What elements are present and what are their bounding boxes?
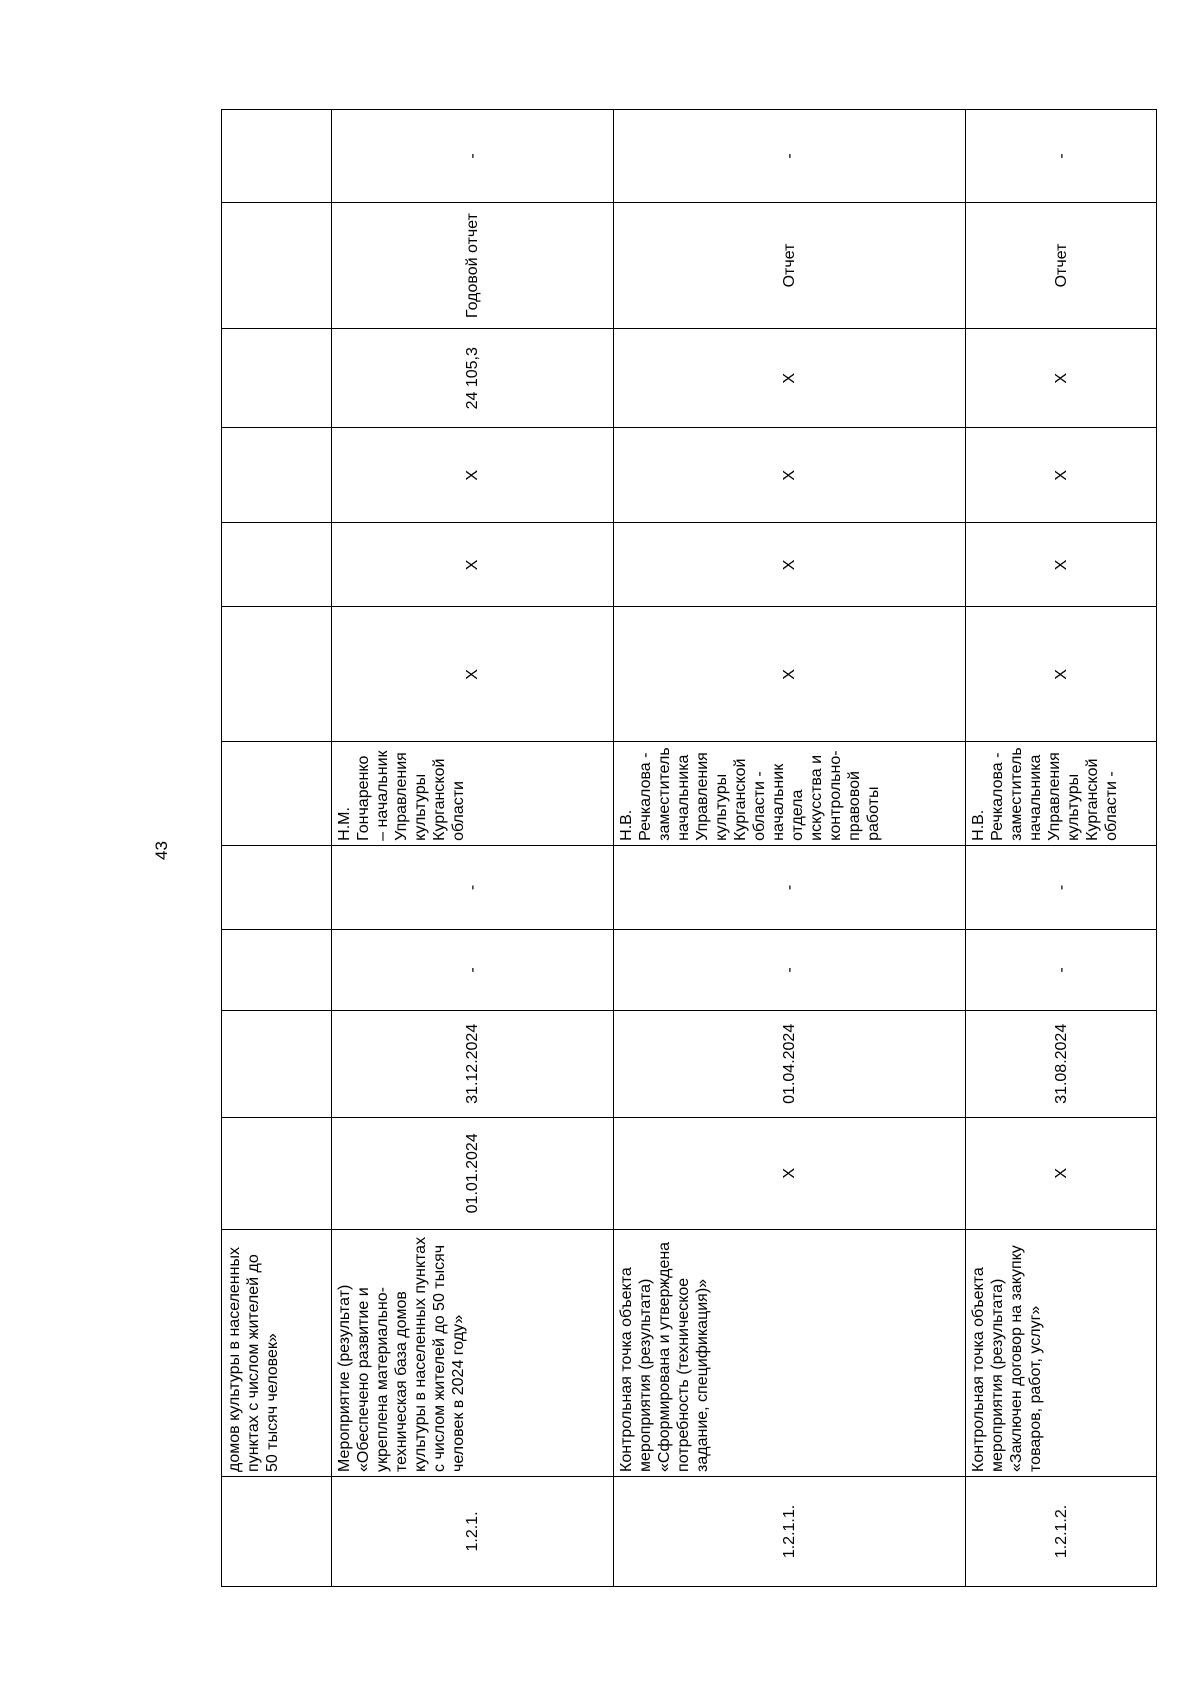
- table-row: [966, 110, 1157, 1587]
- cell-start-date: Х: [966, 1117, 1157, 1229]
- cell-document: Отчет: [614, 202, 966, 328]
- cell-last: -: [966, 110, 1157, 203]
- cell-document: Отчет: [966, 202, 1157, 328]
- cell-col8: Х: [332, 607, 614, 742]
- cell-start-date: 01.01.2024: [332, 1117, 614, 1229]
- cell-col10: Х: [966, 428, 1157, 523]
- cell-col9: Х: [966, 523, 1157, 607]
- cell-col9: Х: [332, 523, 614, 607]
- cell-amount: Х: [966, 329, 1157, 428]
- cell-last: [222, 110, 332, 203]
- cell-col6: -: [614, 845, 966, 929]
- cell-start-date: [222, 1117, 332, 1229]
- cell-col9: Х: [614, 523, 966, 607]
- cell-col9: [222, 523, 332, 607]
- cell-number: 1.2.1.1.: [614, 1476, 966, 1586]
- cell-col10: Х: [332, 428, 614, 523]
- cell-end-date: [222, 1010, 332, 1117]
- cell-name: Мероприятие (результат) «Обеспечено развитие и укреплена материально-техническая база домов культуры в населенных пунктах с числом жителей до 50 тысяч человек в 2024 году»: [332, 1229, 614, 1476]
- cell-number: [222, 1476, 332, 1586]
- cell-end-date: 31.08.2024: [966, 1010, 1157, 1117]
- page-number: 43: [152, 841, 171, 860]
- cell-col5: [222, 930, 332, 1011]
- cell-number: 1.2.1.: [332, 1476, 614, 1586]
- cell-col5: -: [332, 930, 614, 1011]
- cell-col6: [222, 845, 332, 929]
- cell-end-date: 31.12.2024: [332, 1010, 614, 1117]
- table-row: [332, 110, 614, 1587]
- cell-col8: [222, 607, 332, 742]
- table-row: [614, 110, 966, 1587]
- cell-name: Контрольная точка объекта мероприятия (результата) «Заключен договор на закупку товаров, работ, услуг»: [966, 1229, 1157, 1476]
- cell-col8: Х: [966, 607, 1157, 742]
- cell-name: Контрольная точка объекта мероприятия (результата) «Сформирована и утверждена потребность (техническое задание, спецификация)»: [614, 1229, 966, 1476]
- cell-document: Годовой отчет: [332, 202, 614, 328]
- cell-amount: 24 105,3: [332, 329, 614, 428]
- cell-col6: -: [332, 845, 614, 929]
- cell-responsible: Н.М. Гончаренко – начальник Управления культуры Курганской области: [332, 742, 614, 846]
- cell-responsible: Н.В. Речкалова - заместитель начальника Управления культуры Курганской области -: [966, 742, 1157, 846]
- cell-end-date: 01.04.2024: [614, 1010, 966, 1117]
- cell-name: домов культуры в населенных пунктах с числом жителей до 50 тысяч человек»: [222, 1229, 332, 1476]
- rotated-table-wrapper: [221, 109, 1148, 1587]
- cell-col10: [222, 428, 332, 523]
- cell-amount: [222, 329, 332, 428]
- cell-col10: Х: [614, 428, 966, 523]
- cell-col5: -: [966, 930, 1157, 1011]
- cell-last: -: [332, 110, 614, 203]
- cell-last: -: [614, 110, 966, 203]
- cell-responsible: [222, 742, 332, 846]
- table-row: [222, 110, 332, 1587]
- activities-table: [221, 109, 1157, 1587]
- cell-responsible: Н.В. Речкалова - заместитель начальника Управления культуры Курганской области - начальник отдела искусства и контрольно-правовой работы: [614, 742, 966, 846]
- cell-number: 1.2.1.2.: [966, 1476, 1157, 1586]
- cell-document: [222, 202, 332, 328]
- cell-col6: -: [966, 845, 1157, 929]
- cell-col5: -: [614, 930, 966, 1011]
- cell-col8: Х: [614, 607, 966, 742]
- cell-start-date: Х: [614, 1117, 966, 1229]
- cell-amount: Х: [614, 329, 966, 428]
